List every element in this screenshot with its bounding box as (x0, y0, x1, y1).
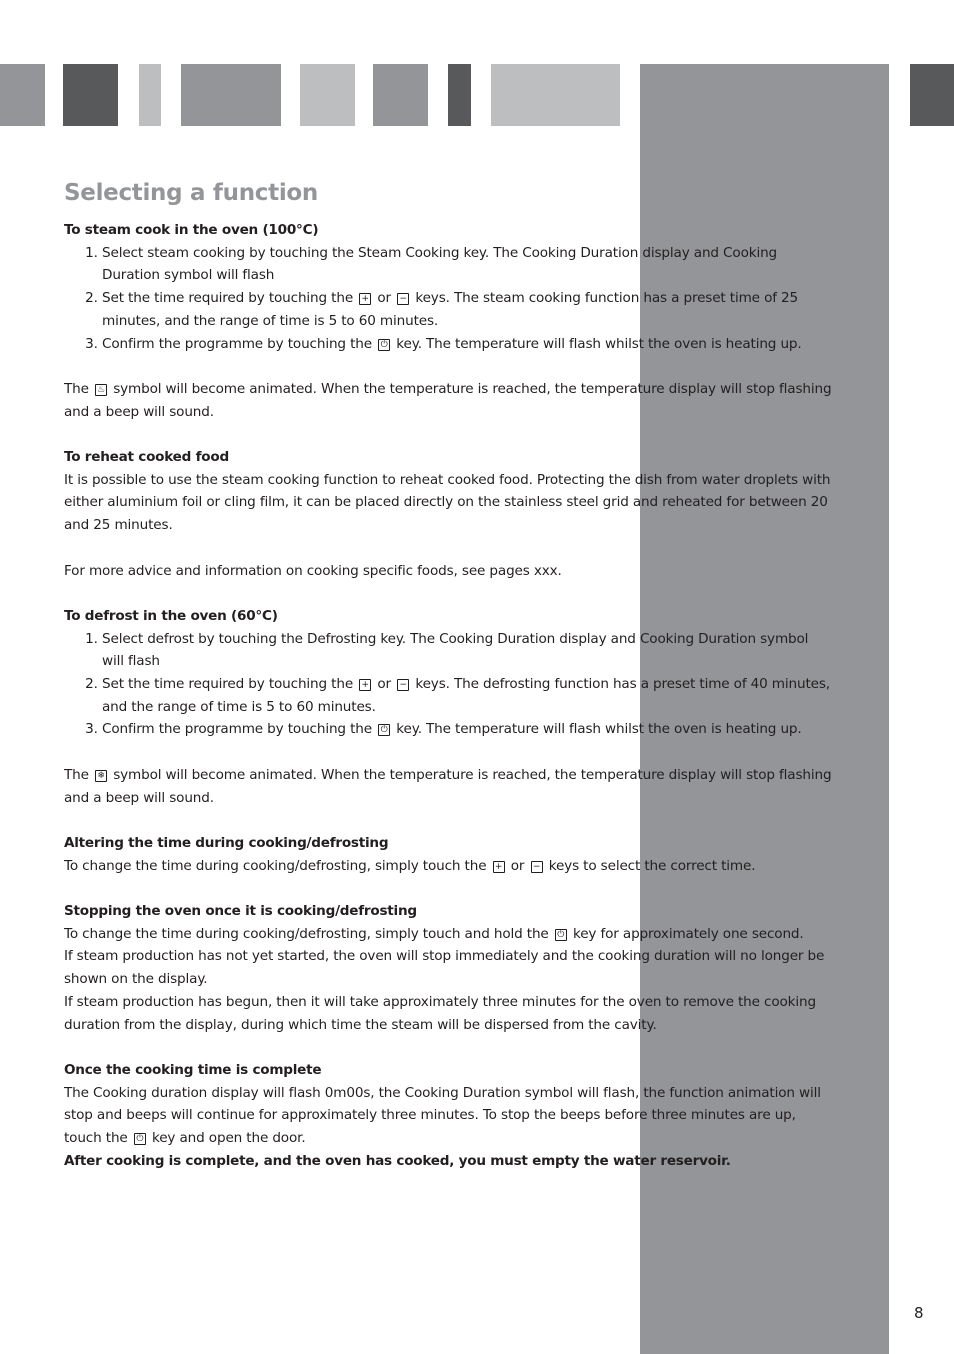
header-band-7 (448, 64, 471, 126)
steam-symbol-icon: ♨ (95, 384, 107, 396)
defrost-step-3: 3. Confirm the programme by touching the ⏻ key. The temperature will flash whilst the oven is heating up. (102, 718, 834, 741)
confirm-key-icon: ⏻ (555, 929, 567, 941)
plus-key-icon: + (493, 861, 505, 873)
defrost-animation-note: The ❄ symbol will become animated. When the temperature is reached, the temperature display will stop flashing and a beep will sound. (64, 766, 832, 806)
defrost-steps (64, 628, 834, 742)
steam-step-3: 3. Confirm the programme by touching the ⏻ key. The temperature will flash whilst the oven is heating up. (102, 333, 834, 356)
advice-text: For more advice and information on cooking specific foods, see pages xxx. (64, 562, 562, 579)
header-band-1 (0, 64, 45, 126)
header-band-4 (181, 64, 281, 126)
plus-key-icon: + (359, 293, 371, 305)
minus-key-icon: − (397, 679, 409, 691)
defrost-symbol-icon: ❄ (95, 770, 107, 782)
stopping-line-1: To change the time during cooking/defrosting, simply touch and hold the ⏻ key for approximately one second. (64, 925, 804, 942)
header-band-6 (373, 64, 428, 126)
defrost-heading: To defrost in the oven (60°C) (64, 607, 278, 624)
steam-steps (64, 242, 834, 356)
altering-heading: Altering the time during cooking/defrosting (64, 834, 389, 851)
plus-key-icon: + (359, 679, 371, 691)
header-band-3 (139, 64, 161, 126)
steam-animation-note: The ♨ symbol will become animated. When the temperature is reached, the temperature display will stop flashing and a beep will sound. (64, 380, 832, 420)
altering-body: To change the time during cooking/defrosting, simply touch the + or − keys to select the correct time. (64, 857, 756, 874)
defrost-step-1: 1. Select defrost by touching the Defrosting key. The Cooking Duration display and Cooking Duration symbol will flash (102, 628, 834, 673)
empty-reservoir-warning: After cooking is complete, and the oven has cooked, you must empty the water reservoir. (64, 1152, 731, 1169)
reheat-heading: To reheat cooked food (64, 449, 229, 465)
header-band-2 (63, 64, 118, 126)
complete-heading: Once the cooking time is complete (64, 1061, 322, 1078)
header-band-5 (300, 64, 355, 126)
header-band-8 (491, 64, 620, 126)
steam-step-1: 1. Select steam cooking by touching the Steam Cooking key. The Cooking Duration display and Cooking Duration symbol will flash (102, 242, 834, 287)
steam-heading: To steam cook in the oven (100°C) (64, 222, 319, 238)
stopping-line-3: If steam production has begun, then it will take approximately three minutes for the oven to remove the cooking duration from the display, during which time the steam will be dispersed from the cavity. (64, 993, 816, 1033)
minus-key-icon: − (531, 861, 543, 873)
page-number: 8 (914, 1304, 924, 1322)
confirm-key-icon: ⏻ (134, 1133, 146, 1145)
steam-step-2: 2. Set the time required by touching the + or − keys. The steam cooking function has a preset time of 25 minutes, and the range of time is 5 to 60 minutes. (102, 287, 834, 332)
header-band-9 (910, 64, 954, 126)
complete-body: The Cooking duration display will flash 0m00s, the Cooking Duration symbol will flash, the function animation will stop and beeps will continue for approximately three minutes. To stop the beeps before three minutes are up, touch the ⏻ key and open the door. (64, 1084, 821, 1146)
page-content (64, 178, 834, 1172)
stopping-heading: Stopping the oven once it is cooking/defrosting (64, 902, 417, 919)
defrost-step-2: 2. Set the time required by touching the + or − keys. The defrosting function has a preset time of 40 minutes, and the range of time is 5 to 60 minutes. (102, 673, 834, 718)
confirm-key-icon: ⏻ (378, 724, 390, 736)
page-title: Selecting a function (64, 180, 318, 206)
stopping-line-2: If steam production has not yet started, the oven will stop immediately and the cooking duration will no longer be shown on the display. (64, 948, 825, 988)
minus-key-icon: − (397, 293, 409, 305)
reheat-body: It is possible to use the steam cooking function to reheat cooked food. Protecting the dish from water droplets with either aluminium foil or cling film, it can be placed directly on the stainless steel grid and reheated for between 20 and 25 minutes. (64, 471, 831, 534)
confirm-key-icon: ⏻ (378, 339, 390, 351)
